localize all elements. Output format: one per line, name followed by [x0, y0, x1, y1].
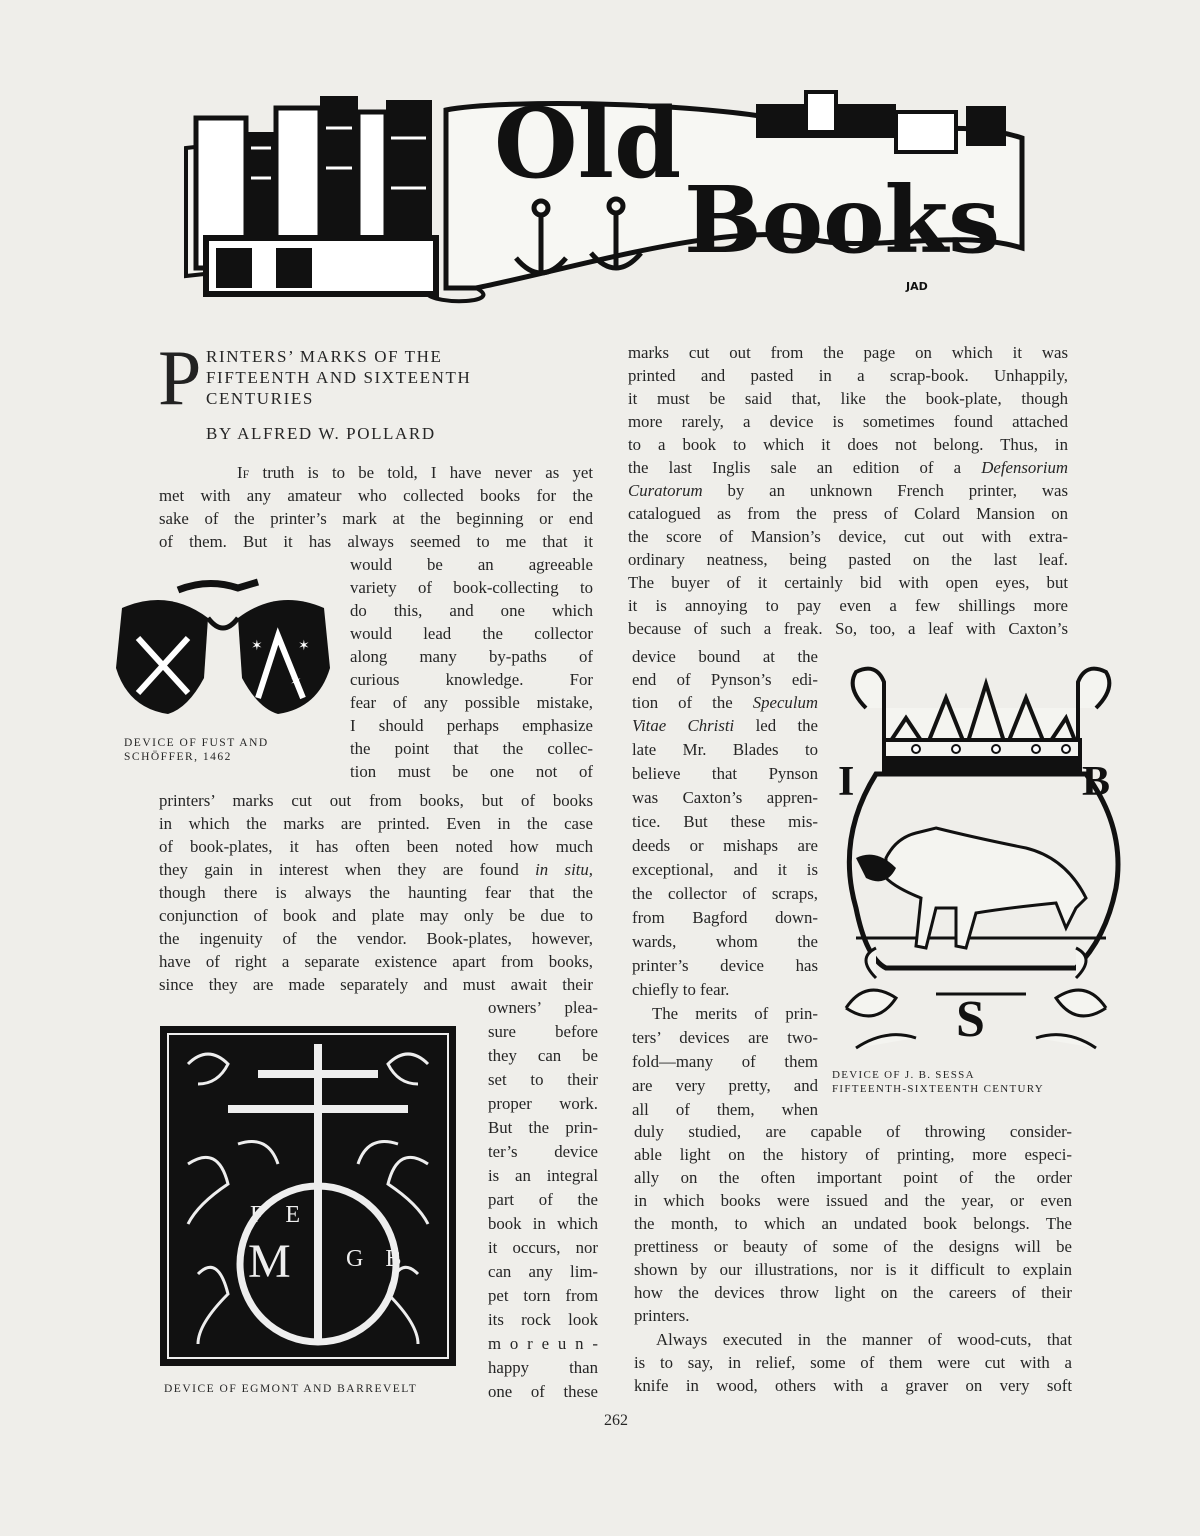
col1-wrap-line: its rock look — [488, 1310, 598, 1329]
col2-line: marks cut out from the page on which it was — [628, 343, 1068, 362]
col2-line: in which books were issued and the year, or even — [634, 1191, 1072, 1210]
caption-line: DEVICE OF J. B. SESSA — [832, 1069, 975, 1081]
banner-title-old: Old — [494, 87, 682, 200]
article-byline: BY ALFRED W. POLLARD — [206, 424, 436, 443]
col1-line: have of right a separate existence apart from books, — [159, 952, 593, 971]
col2-line: printers. — [634, 1306, 690, 1325]
col2-line: it must be said that, like the book-plate, though — [628, 389, 1068, 408]
col2-line: knife in wood, others with a graver on very soft — [634, 1376, 1072, 1395]
col1-wrap-line: book in which — [488, 1214, 598, 1233]
italic-speculum: Speculum — [752, 693, 818, 712]
italic-in-situ: in situ, — [535, 860, 593, 879]
col1-wrap-line: owners’ plea- — [488, 998, 598, 1017]
fust-schoffer-shields — [108, 568, 338, 718]
col1-wrap-line: proper work. — [488, 1094, 598, 1113]
col1-line: since they are made separately and must await their — [159, 975, 593, 994]
col1-wrap-line: happy than — [488, 1358, 598, 1377]
col2-line: ally on the often important point of the order — [634, 1168, 1072, 1187]
col1-wrap-line: the point that the collec- — [350, 739, 593, 758]
col2-line: more rarely, a device is sometimes found attached — [628, 412, 1068, 431]
col1-wrap-line: set to their — [488, 1070, 598, 1089]
italic-curatorum: Curatorum — [628, 481, 703, 500]
col1-line — [159, 858, 593, 881]
col1-wrap-line: sure before — [488, 1022, 598, 1041]
small-caps-if: If — [237, 463, 250, 482]
sessa-letter-s: S — [956, 991, 985, 1048]
caption-egmont-barrevelt: DEVICE OF EGMONT AND BARREVELT — [164, 1383, 418, 1395]
col2-line: the month, to which an undated book belongs. The — [634, 1214, 1072, 1233]
col1-wrap-line: m o r e u n - — [488, 1334, 598, 1353]
col2-line-text: led the — [734, 716, 818, 735]
col2-line: the score of Mansion’s device, cut out with extra- — [628, 527, 1068, 546]
col1-wrap-line: one of these — [488, 1382, 598, 1401]
drop-cap: P — [158, 334, 202, 421]
col2-line: because of such a freak. So, too, a leaf with Caxton’s — [628, 619, 1068, 638]
col1-wrap-line: is an integral — [488, 1166, 598, 1185]
col1-wrap-line: ter’s device — [488, 1142, 598, 1161]
col2-wrap-line: end of Pynson’s edi- — [632, 670, 818, 689]
col2-wrap-line: printer’s device has — [632, 956, 818, 975]
egmont-initials-gb: G B — [346, 1246, 410, 1272]
col2-line: it is annoying to pay even a few shillings more — [628, 596, 1068, 615]
col2-wrap-line: wards, whom the — [632, 932, 818, 951]
col2-wrap-line: device bound at the — [632, 647, 818, 666]
col1-first-line-text: truth is to be told, I have never as yet — [249, 463, 593, 482]
col1-wrap-line: it occurs, nor — [488, 1238, 598, 1257]
col1-wrap-line: do this, and one which — [350, 601, 593, 620]
col2-wrap-line: deeds or mishaps are — [632, 836, 818, 855]
artist-monogram: JAD — [906, 280, 928, 293]
col1-wrap-line: they can be — [488, 1046, 598, 1065]
col2-wrap-line: The merits of prin- — [652, 1004, 818, 1023]
article-title-line: RINTERS’ MARKS OF THE — [206, 347, 443, 366]
figure-egmont-barrevelt — [158, 1024, 458, 1368]
col1-wrap-line: But the prin- — [488, 1118, 598, 1137]
egmont-barrevelt-device — [158, 1024, 458, 1368]
col2-line: catalogued as from the press of Colard Mansion on — [628, 504, 1068, 523]
col1-line: sake of the printer’s mark at the beginning or end — [159, 509, 593, 528]
col1-wrap-line: curious knowledge. For — [350, 670, 593, 689]
col2-wrap-line: tice. But these mis- — [632, 812, 818, 831]
col2-line: shown by our illustrations, nor is it difficult to explain — [634, 1260, 1072, 1279]
col2-line: Always executed in the manner of wood-cuts, that — [656, 1330, 1072, 1349]
caption-sessa — [832, 1068, 1044, 1096]
article-title-line: FIFTEENTH AND SIXTEENTH — [206, 368, 472, 387]
col2-line — [628, 479, 1068, 502]
col2-wrap-line: chiefly to fear. — [632, 980, 730, 999]
col2-wrap-line — [632, 691, 818, 714]
egmont-initial-m: M — [248, 1235, 291, 1288]
col2-line: duly studied, are capable of throwing consider- — [634, 1122, 1072, 1141]
svg-text:✶: ✶ — [298, 638, 310, 654]
svg-text:✶: ✶ — [290, 674, 302, 690]
svg-text:✶: ✶ — [251, 638, 263, 654]
caption-fust-schoffer — [124, 736, 334, 764]
col2-wrap-line: from Bagford down- — [632, 908, 818, 927]
caption-line: FIFTEENTH-SIXTEENTH CENTURY — [832, 1083, 1045, 1095]
col1-wrap-line: tion must be one not of — [350, 762, 593, 781]
col2-line: how the devices throw light on the careers of their — [634, 1283, 1072, 1302]
col2-line: The buyer of it certainly bid with open eyes, but — [628, 573, 1068, 592]
col1-line: in which the marks are printed. Even in the case — [159, 814, 593, 833]
sessa-letter-b: B — [1082, 759, 1111, 805]
article-title — [206, 346, 471, 409]
page-number: 262 — [604, 1412, 628, 1429]
col1-line: of book-plates, it has often been noted how much — [159, 837, 593, 856]
col2-line — [628, 456, 1068, 479]
col2-wrap-line: was Caxton’s appren- — [632, 788, 818, 807]
col2-wrap-line: all of them, when — [632, 1100, 818, 1119]
caption-line: SCHÖFFER, 1462 — [124, 751, 232, 763]
col1-line: though there is always the haunting fear that the — [159, 883, 593, 902]
article-title-line: CENTURIES — [206, 389, 314, 408]
col1-wrap-line: part of the — [488, 1190, 598, 1209]
col2-line: able light on the history of printing, more especi- — [634, 1145, 1072, 1164]
col1-wrap-line: can any lim- — [488, 1262, 598, 1281]
col2-wrap-line: late Mr. Blades to — [632, 740, 818, 759]
sessa-letter-i: I — [838, 759, 855, 805]
col2-line: is to say, in relief, some of them were cut with a — [634, 1353, 1072, 1372]
col1-line: met with any amateur who collected books for the — [159, 486, 593, 505]
col2-wrap-line: exceptional, and it is — [632, 860, 818, 879]
col2-wrap-line: are very pretty, and — [632, 1076, 818, 1095]
col2-wrap-line: ters’ devices are two- — [632, 1028, 818, 1047]
col2-wrap-line: fold—many of them — [632, 1052, 818, 1071]
col1-line: conjunction of book and plate may only be due to — [159, 906, 593, 925]
figure-fust-schoffer — [108, 568, 338, 718]
col1-wrap-line: pet torn from — [488, 1286, 598, 1305]
banner-title-books: Books — [684, 166, 1001, 274]
col1-wrap-line: would lead the collector — [350, 624, 593, 643]
col1-line: of them. But it has always seemed to me that it — [159, 532, 593, 551]
col2-wrap-line: the collector of scraps, — [632, 884, 818, 903]
egmont-initials-fe: F E — [250, 1202, 309, 1228]
col1-line: the ingenuity of the vendor. Book-plates, however, — [159, 929, 593, 948]
col1-wrap-line: variety of book-collecting to — [350, 578, 593, 597]
col2-line: to a book to which it does not belong. Thus, in — [628, 435, 1068, 454]
italic-defensorium: Defensorium — [981, 458, 1068, 477]
col1-wrap-line: would be an agreeable — [350, 555, 593, 574]
col2-line: prettiness or beauty of some of the designs will be — [634, 1237, 1072, 1256]
italic-vitae-christi: Vitae Christi — [632, 716, 735, 735]
col2-line-text: by an unknown French printer, was — [702, 481, 1068, 500]
caption-line: DEVICE OF FUST AND — [124, 737, 269, 749]
col2-line-text: tion of the — [632, 693, 753, 712]
col1-wrap-line: I should perhaps emphasize — [350, 716, 593, 735]
col2-wrap-line: believe that Pynson — [632, 764, 818, 783]
figure-sessa — [826, 658, 1126, 1062]
col2-line: ordinary neatness, being pasted on the last leaf. — [628, 550, 1068, 569]
col1-wrap-line: along many by-paths of — [350, 647, 593, 666]
col2-line: printed and pasted in a scrap-book. Unhappily, — [628, 366, 1068, 385]
col1-first-line — [237, 461, 593, 484]
title-banner — [176, 88, 1042, 306]
col2-line-text: the last Inglis sale an edition of a — [628, 458, 982, 477]
col1-line-text: they gain in interest when they are found — [159, 860, 536, 879]
col2-wrap-line — [632, 714, 818, 737]
col1-line: printers’ marks cut out from books, but of books — [159, 791, 593, 810]
col1-wrap-line: fear of any possible mistake, — [350, 693, 593, 712]
